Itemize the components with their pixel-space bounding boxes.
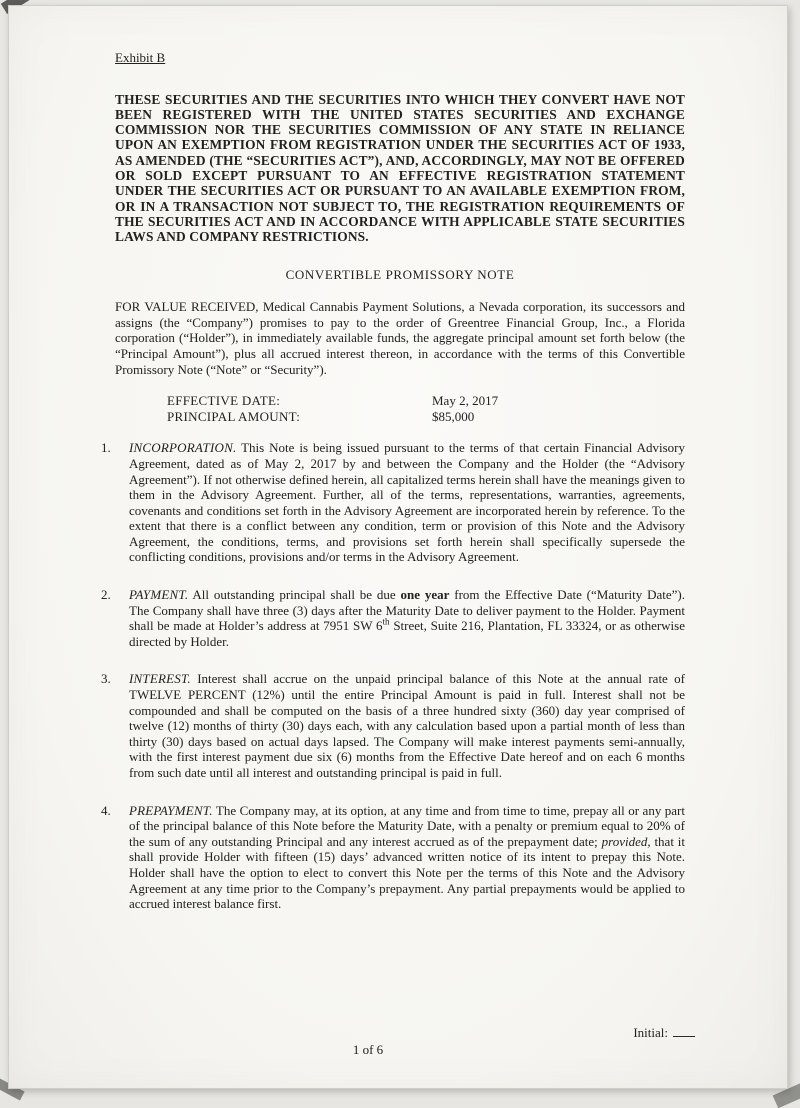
principal-amount-row — [167, 409, 685, 425]
section-interest — [99, 671, 685, 780]
securities-legend: THESE SECURITIES AND THE SECURITIES INTO WHICH THEY CONVERT HAVE NOT BEEN REGISTERED WITH THE UNITED STATES SECURITIES AND EXCHANGE COMMISSION NOR THE SECURITIES COMMISSION OF ANY STATE IN RELIANCE UPON AN EXEMPTION FROM REGISTRATION UNDER THE SECURITIES ACT OF 1933, AS AMENDED (THE “SECURITIES ACT”), AND, ACCORDINGLY, MAY NOT BE OFFERED OR SOLD EXCEPT PURSUANT TO AN EFFECTIVE REGISTRATION STATEMENT UNDER THE SECURITIES ACT OR PURSUANT TO AN AVAILABLE EXEMPTION FROM, OR IN A TRANSACTION NOT SUBJECT TO, THE REGISTRATION REQUIREMENTS OF THE SECURITIES ACT AND IN ACCORDANCE WITH APPLICABLE STATE SECURITIES LAWS AND COMPANY RESTRICTIONS. — [115, 91, 685, 245]
principal-amount-value: $85,000 — [432, 408, 475, 424]
initial-blank-line — [673, 1024, 695, 1037]
section-incorporation — [99, 440, 685, 565]
effective-date-label: EFFECTIVE DATE: — [167, 393, 281, 409]
principal-amount-label: PRINCIPAL AMOUNT: — [167, 408, 301, 424]
section-prepayment — [99, 803, 685, 912]
intro-paragraph: FOR VALUE RECEIVED, Medical Cannabis Payment Solutions, a Nevada corporation, its successors and assigns (the “Company”) promises to pay to the order of Greentree Financial Group, Inc., a Florida corporation (“Holder”), in immediately available funds, the aggregate principal amount set forth below (the “Principal Amount”), plus all accrued interest thereon, in accordance with the terms of this Convertible Promissory Note (“Note” or “Security”). — [115, 299, 685, 377]
scanned-page — [8, 5, 788, 1089]
initial-line — [633, 1024, 695, 1041]
page-number: 1 of 6 — [352, 1042, 384, 1057]
section-body: This Note is being issued pursuant to the terms of that certain Financial Advisory Agreement, dated as of May 2, 2017 by and between the Company and the Holder (the “Advisory Agreement”). If not otherwise defined herein, all capitalized terms herein shall have the meanings given to them in the Advisory Agreement. Further, all of the terms, representations, warranties, agreements, covenants and conditions set forth in the Advisory Agreement are incorporated herein by reference. To the extent that there is a conflict between any condition, term or provision of this Note and the Advisory Agreement, the conditions, terms, and provisions set forth herein shall specifically supersede the conflicting conditions, provisions and/or terms in the Advisory Agreement. — [129, 440, 685, 565]
effective-date-value: May 2, 2017 — [432, 393, 499, 409]
initial-label: Initial: — [633, 1025, 668, 1040]
section-body: The Company may, at its option, at any time and from time to time, prepay all or any part of the principal balance of this Note before the Maturity Date, with a penalty or premium equal to 20% of the sum of any outstanding Principal and any interest accrued as of the prepayment date; provided, that it shall provide Holder with fifteen (15) days’ advanced written notice of its intent to prepay this Note. Holder shall have the option to elect to convert this Note per the terms of this Note and the Advisory Agreement at any time prior to the Company’s prepayment. Any partial prepayments would be applied to accrued interest balance first. — [129, 802, 685, 912]
section-number: 3. — [101, 671, 111, 687]
numbered-sections — [99, 440, 685, 911]
section-payment — [99, 587, 685, 649]
effective-date-row — [167, 393, 685, 409]
exhibit-label: Exhibit B — [115, 50, 166, 65]
section-heading: PAYMENT. — [129, 587, 189, 603]
page-content — [9, 6, 787, 925]
document-title: CONVERTIBLE PROMISSORY NOTE — [285, 266, 515, 282]
section-body: All outstanding principal shall be due one year from the Effective Date (“Maturity Date”). The Company shall have three (3) days after the Maturity Date to deliver payment to the Holder. Payment shall be made at Holder’s address at 7951 SW 6th Street, Suite 216, Plantation, FL 33324, or as otherwise directed by Holder. — [129, 587, 686, 649]
section-number: 4. — [101, 802, 111, 818]
section-heading: PREPAYMENT. — [129, 802, 213, 818]
section-number: 1. — [101, 440, 111, 456]
section-heading: INTEREST. — [129, 671, 191, 687]
note-terms — [167, 393, 685, 424]
section-body: Interest shall accrue on the unpaid principal balance of this Note at the annual rate of TWELVE PERCENT (12%) until the entire Principal Amount is paid in full. Interest shall not be compounded and shall be computed on the basis of a three hundred sixty (360) day year comprised of twelve (12) months of thirty (30) days each, with any calculation based upon a partial month of less than thirty (30) days based on actual days lapsed. The Company will make interest payments semi-annually, with the first interest payment due six (6) months from the Effective Date hereof and on each 6 months from such date until all interest and outstanding principal is paid in full. — [129, 671, 685, 780]
section-heading: INCORPORATION. — [129, 440, 237, 456]
section-number: 2. — [101, 587, 111, 603]
